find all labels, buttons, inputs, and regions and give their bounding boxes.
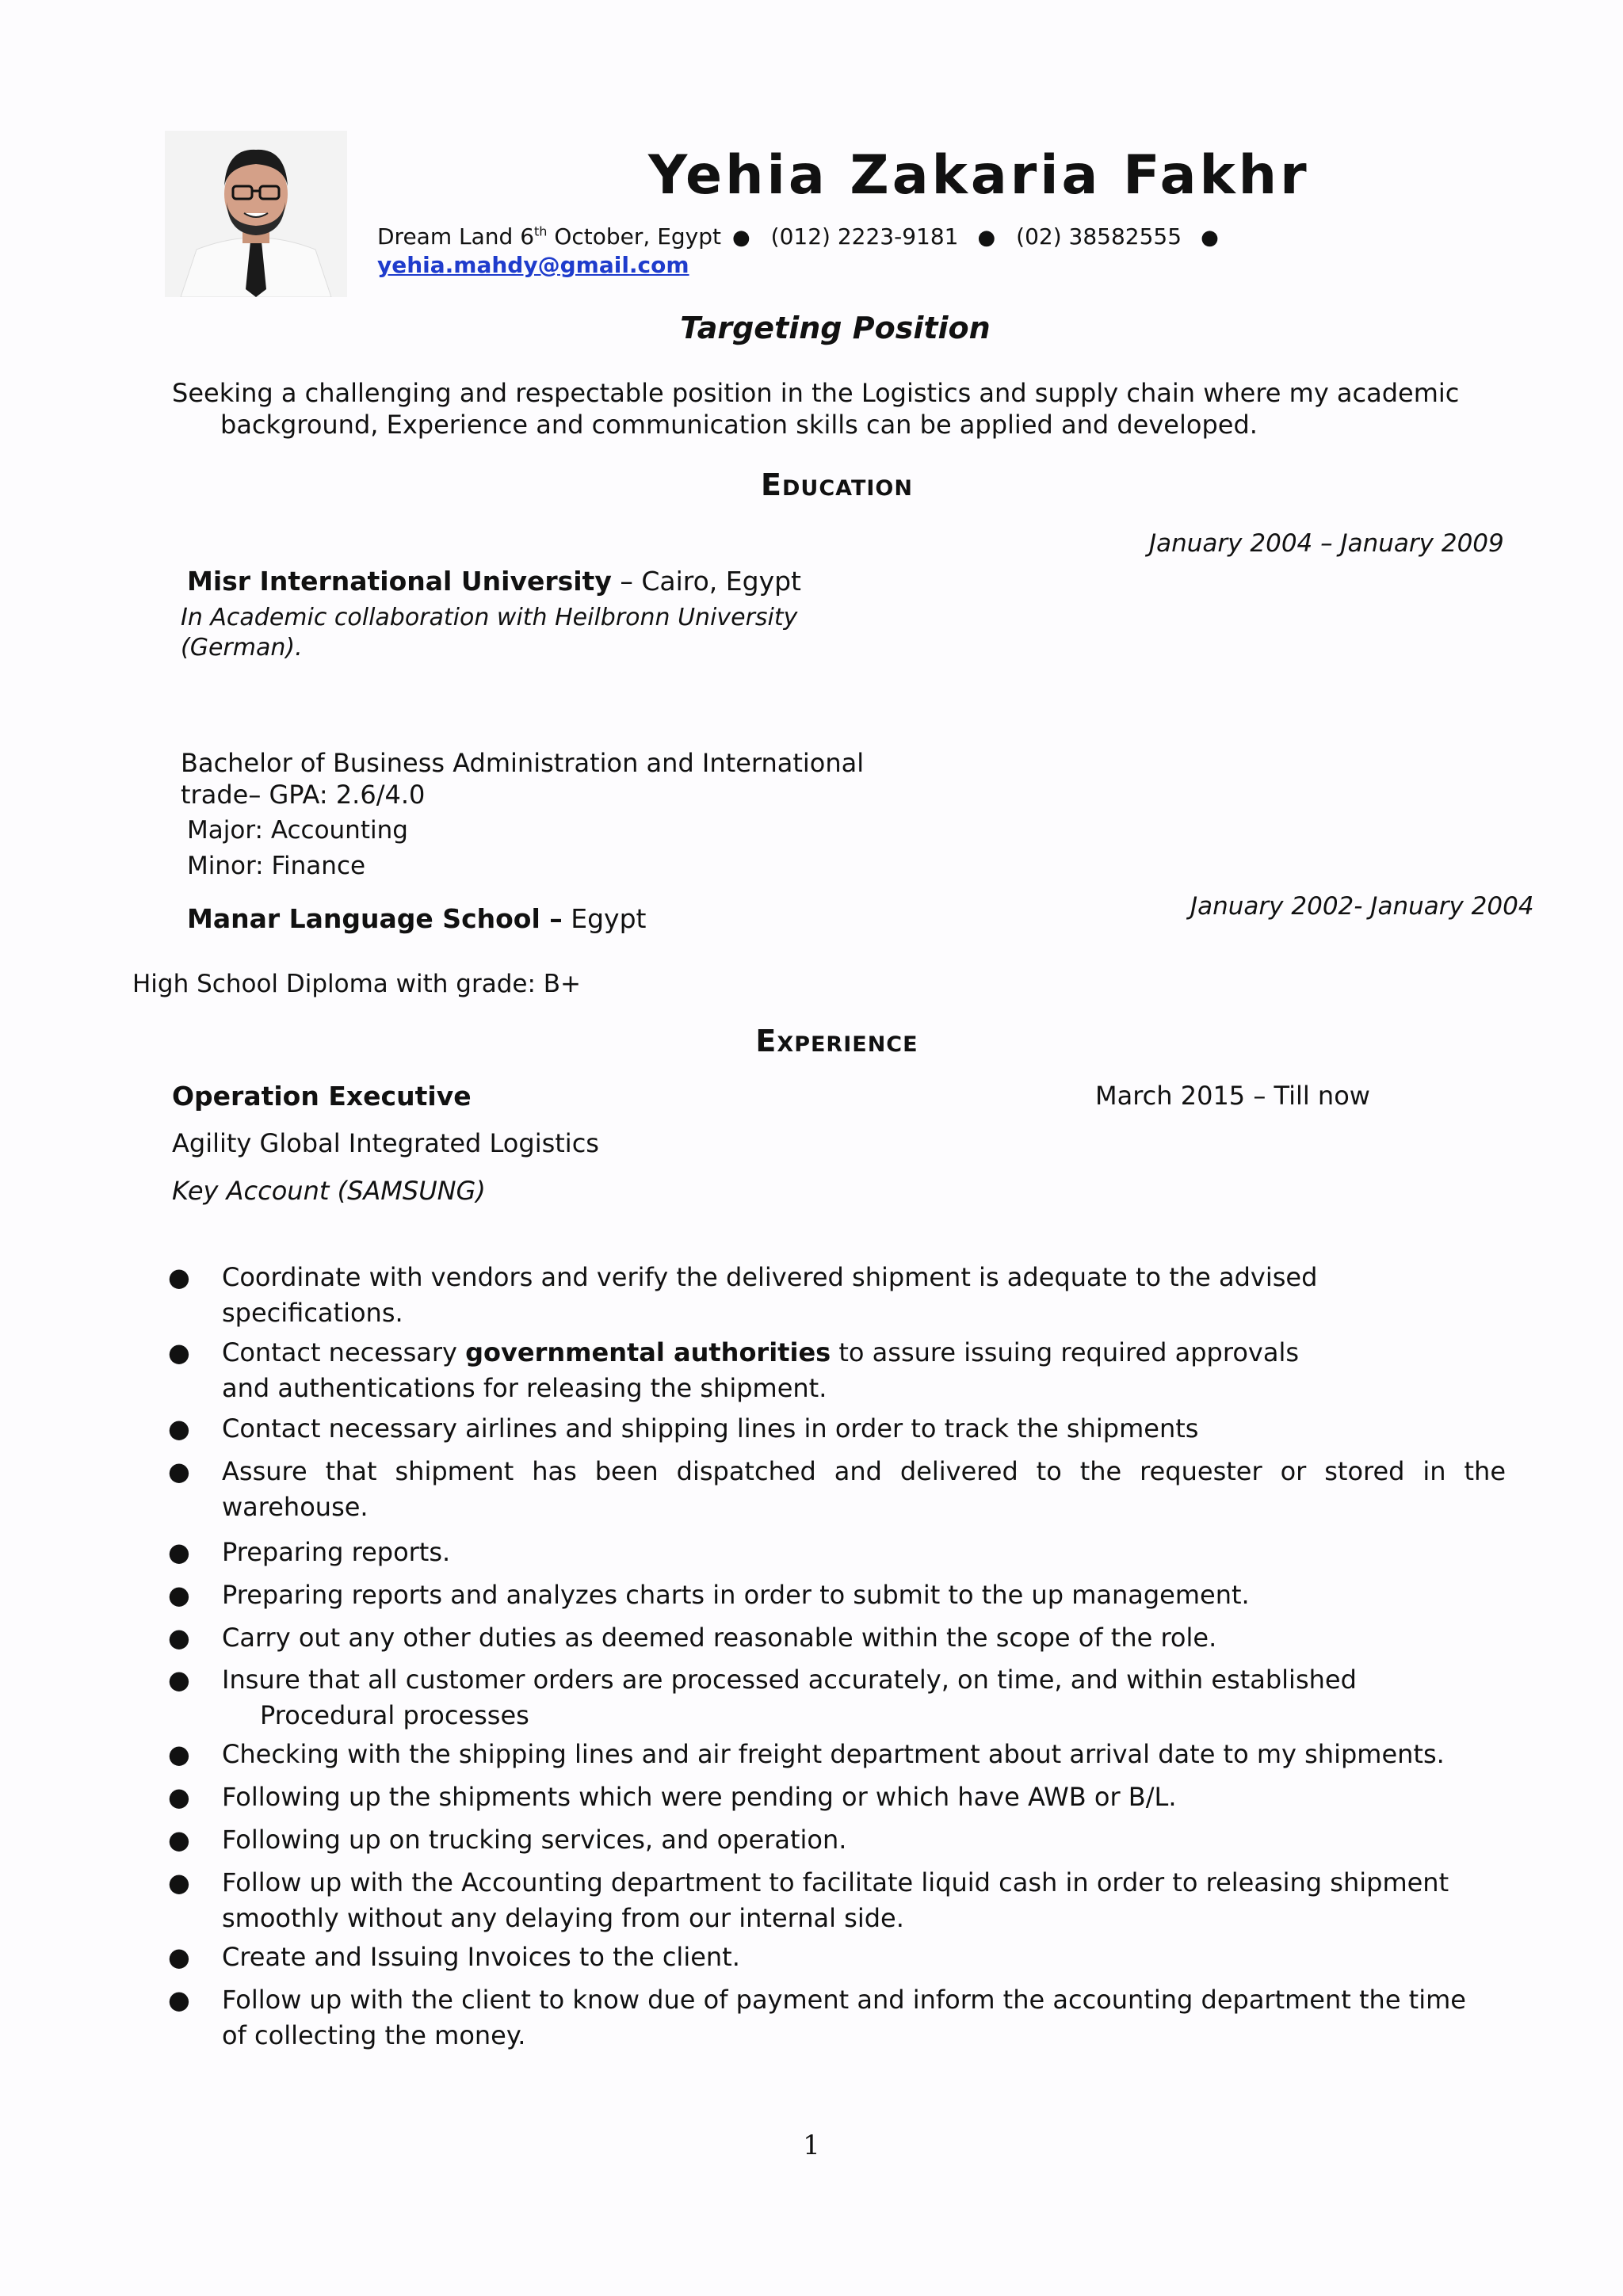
responsibilities-list: ● Coordinate with vendors and verify the delivered shipment is adequate to the advised specifications. ● Contact necessary governmental authorities to assure issuing required approvals and authentications for releasing the shipment. ● Contact necessary airlines and shipping lines in order to track the shipments ● Assure that shipment has been dispatched and delivered to the requester or stored in the warehouse. ● Preparing reports. ● Preparing reports and analyzes charts in order to submit to the up management. ● Carry out any other duties as deemed reasonable within the scope of the role. ● Insure that all customer orders are processed accurately, on time, and within established Procedural processes ● Checking with the shipping lines and air freight department about arrival date to my shipments. ● Following up the shipments which were pending or which have AWB or B/L. ● Following up on trucking services, and operation. ● Follow up with the Accounting department to facilitate liquid cash in order to releasing shipment smoothly without any delaying from our internal side. ● Create and Issuing Invoices to the client. ● Follow up with the client to know due of payment and inform the accounting department the time of collecting the money.: [168, 0, 1507, 2296]
major: Major: Accounting: [187, 816, 408, 845]
degree-line-1: Bachelor of Business Administration and International: [181, 748, 865, 778]
minor: Minor: Finance: [187, 852, 366, 880]
bullet-icon: ●: [168, 1580, 190, 1610]
objective-line-1: Seeking a challenging and respectable position in the Logistics and supply chain where my academic: [172, 378, 1460, 408]
objective-line-2: background, Experience and communication skills can be applied and developed.: [220, 410, 1258, 440]
separator-dot-icon: ●: [977, 226, 996, 250]
bullet-icon: ●: [168, 1537, 190, 1567]
candidate-name: Yehia Zakaria Fakhr: [648, 144, 1310, 207]
bullet-icon: ●: [168, 1782, 190, 1812]
separator-dot-icon: ●: [731, 226, 750, 250]
university-line: Misr International University – Cairo, Egypt: [187, 566, 801, 597]
high-school-diploma: High School Diploma with grade: B+: [132, 970, 581, 998]
university-note-line-2: (German).: [181, 634, 303, 662]
bullet-icon: ●: [168, 1456, 190, 1486]
bullet-icon: ●: [168, 1739, 190, 1769]
email-link[interactable]: yehia.mahdy@gmail.com: [377, 252, 689, 278]
page-number: 1: [803, 2130, 820, 2161]
job-dates: March 2015 – Till now: [1095, 1081, 1370, 1111]
address: Dream Land 6th October, Egypt: [377, 223, 721, 250]
experience-title: Experience: [755, 1024, 918, 1058]
bullet-icon: ●: [168, 1942, 190, 1972]
bullet-icon: ●: [168, 1337, 190, 1367]
home-phone: (02) 38582555: [1016, 223, 1182, 250]
job-role: Operation Executive: [172, 1081, 472, 1112]
company-name: Agility Global Integrated Logistics: [172, 1128, 599, 1158]
school-line: Manar Language School – Egypt: [187, 903, 647, 934]
bullet-icon: ●: [168, 1867, 190, 1897]
university-note-line-1: In Academic collaboration with Heilbronn University: [181, 604, 798, 631]
key-account: Key Account (SAMSUNG): [172, 1176, 486, 1206]
objective-title: Targeting Position: [680, 311, 991, 345]
mobile-phone: (012) 2223-9181: [770, 223, 959, 250]
bullet-icon: ●: [168, 1825, 190, 1855]
separator-dot-icon: ●: [1201, 226, 1219, 250]
bullet-icon: ●: [168, 1262, 190, 1292]
school-dates: January 2002- January 2004: [1190, 892, 1534, 921]
bullet-icon: ●: [168, 1623, 190, 1653]
degree-line-2: trade– GPA: 2.6/4.0: [181, 780, 426, 810]
university-dates: January 2004 – January 2009: [1149, 529, 1504, 558]
bullet-icon: ●: [168, 1985, 190, 2015]
education-title: Education: [761, 467, 913, 502]
bullet-icon: ●: [168, 1413, 190, 1444]
bullet-icon: ●: [168, 1665, 190, 1695]
